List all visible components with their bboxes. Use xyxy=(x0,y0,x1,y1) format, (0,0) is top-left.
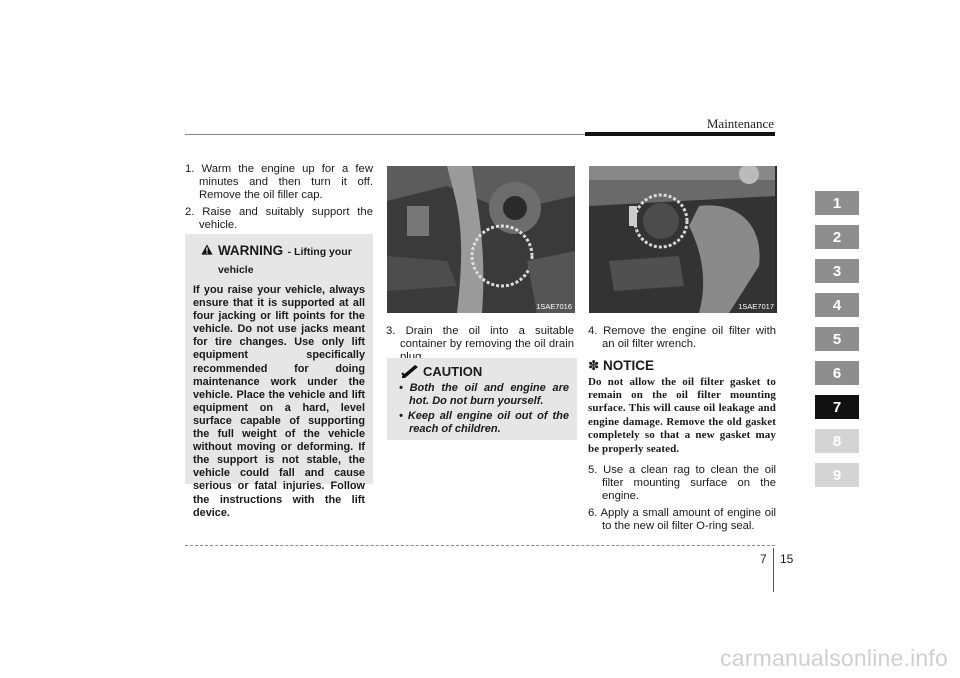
notice-title: ✽ NOTICE xyxy=(588,358,655,374)
footer-divider xyxy=(773,548,774,592)
warning-header xyxy=(193,242,365,278)
warning-subtitle: - Lifting your vehicle xyxy=(217,246,352,276)
footer-rule xyxy=(185,545,775,546)
oil-filter-photo xyxy=(589,166,777,313)
header-rule-accent xyxy=(585,132,775,136)
drain-plug-illustration xyxy=(387,166,575,313)
warning-box xyxy=(185,234,373,519)
image-code: 1SAE7016 xyxy=(536,302,572,311)
warning-triangle-icon xyxy=(201,243,213,256)
oil-filter-illustration xyxy=(589,166,775,313)
drain-plug-photo xyxy=(387,166,575,313)
caution-item-text: Both the oil and engine are hot. Do not burn yourself. xyxy=(409,382,569,407)
column-3 xyxy=(588,325,776,536)
page-section: 7 xyxy=(760,552,767,566)
watermark: carmanualsonline.info xyxy=(720,645,948,671)
chapter-tab-6[interactable]: 6 xyxy=(815,361,859,385)
step-3: 3. Drain the oil into a suitable container by removing the oil drain xyxy=(386,325,574,351)
chapter-tab-9[interactable]: 9 xyxy=(815,463,859,487)
warning-title: WARNING xyxy=(217,243,284,258)
step-6: 6. Apply a small amount of engine oil to the new oil filter O-ring seal. xyxy=(588,506,776,532)
step-4: 4. Remove the engine oil filter with an oil filter wrench. xyxy=(588,325,776,351)
chapter-tab-3[interactable]: 3 xyxy=(815,259,859,283)
step-5: 5. Use a clean rag to clean the oil filter mounting surface on the engine. xyxy=(588,464,776,503)
chapter-tab-5[interactable]: 5 xyxy=(815,327,859,351)
warning-body: If you raise your vehicle, always ensure that it is supported at all four jacking or lift points for the vehicle. Do not use jacks meant for tire changes. Use only lift equipment specifically recommended for doing maintenance work under the vehicle. Place the vehicle and lift equipment on a hard, level surface capable of supporting the full weight of the vehicle without moving or deforming. If the support is not stable, the vehicle could fall and cause serious or fatal injuries. Follow the instructions with the lift device. xyxy=(193,284,365,519)
page-number: 15 xyxy=(780,552,794,566)
chapter-tab-8[interactable]: 8 xyxy=(815,429,859,453)
chapter-tab-7[interactable]: 7 xyxy=(815,395,859,419)
caution-header xyxy=(395,364,569,379)
column-1 xyxy=(185,163,373,235)
chapter-tabs xyxy=(815,191,859,497)
pencil-check-icon xyxy=(401,365,419,379)
caution-item: • Keep all engine oil out of the reach of children. xyxy=(399,410,569,435)
chapter-tab-4[interactable]: 4 xyxy=(815,293,859,317)
image-code: 1SAE7017 xyxy=(738,302,774,311)
chapter-tab-2[interactable]: 2 xyxy=(815,225,859,249)
step-1: 1. Warm the engine up for a few minutes and then turn it off. Remove the oil filler cap. xyxy=(185,163,373,202)
notice-body: Do not allow the oil filter gasket to remain on the oil filter mounting surface. This will cause oil leakage and engine damage. Remove the old gasket completely so that a new gasket may be properly seated. xyxy=(588,375,776,455)
caution-title: CAUTION xyxy=(423,364,483,379)
step-2: 2. Raise and suitably support the vehicle. xyxy=(185,205,373,231)
caution-item-text: Keep all engine oil out of the reach of children. xyxy=(407,410,569,435)
section-title: Maintenance xyxy=(706,116,774,131)
caution-item: • Both the oil and engine are hot. Do not burn yourself. xyxy=(399,382,569,407)
chapter-tab-1[interactable]: 1 xyxy=(815,191,859,215)
caution-box xyxy=(387,358,577,440)
